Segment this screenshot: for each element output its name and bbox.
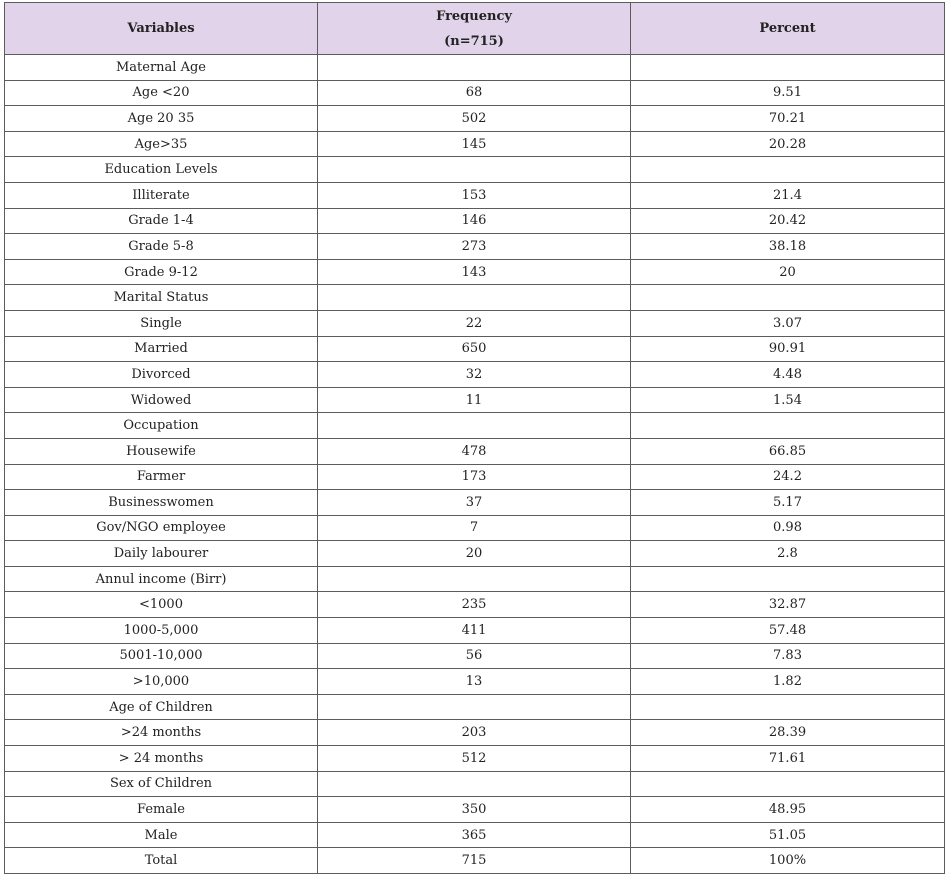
percent-cell bbox=[631, 566, 945, 592]
variable-cell: Age <20 bbox=[5, 80, 318, 106]
frequency-cell: 715 bbox=[318, 848, 631, 874]
table-row bbox=[5, 490, 945, 516]
frequency-cell: 56 bbox=[318, 643, 631, 669]
percent-cell: 24.2 bbox=[631, 464, 945, 490]
variable-cell: Single bbox=[5, 310, 318, 336]
frequency-cell: 37 bbox=[318, 490, 631, 516]
table-row bbox=[5, 362, 945, 388]
header-frequency-label: Frequency bbox=[436, 8, 512, 24]
percent-cell bbox=[631, 157, 945, 183]
frequency-cell: 20 bbox=[318, 541, 631, 567]
percent-cell: 20 bbox=[631, 259, 945, 285]
table-body bbox=[5, 55, 945, 874]
table-row bbox=[5, 55, 945, 81]
variable-cell: Grade 5-8 bbox=[5, 234, 318, 260]
table-row bbox=[5, 157, 945, 183]
frequency-cell: 650 bbox=[318, 336, 631, 362]
percent-cell: 20.42 bbox=[631, 208, 945, 234]
table-row bbox=[5, 515, 945, 541]
table-row bbox=[5, 541, 945, 567]
table-row bbox=[5, 182, 945, 208]
table-row bbox=[5, 438, 945, 464]
table-row bbox=[5, 822, 945, 848]
percent-cell: 0.98 bbox=[631, 515, 945, 541]
table-row bbox=[5, 387, 945, 413]
frequency-cell: 350 bbox=[318, 797, 631, 823]
frequency-cell: 273 bbox=[318, 234, 631, 260]
percent-cell: 32.87 bbox=[631, 592, 945, 618]
frequency-cell bbox=[318, 55, 631, 81]
variable-cell: Annul income (Birr) bbox=[5, 566, 318, 592]
table-row bbox=[5, 106, 945, 132]
table-row bbox=[5, 234, 945, 260]
frequency-cell: 365 bbox=[318, 822, 631, 848]
frequency-cell: 13 bbox=[318, 669, 631, 695]
variable-cell: Marital Status bbox=[5, 285, 318, 311]
table-row bbox=[5, 797, 945, 823]
percent-cell: 90.91 bbox=[631, 336, 945, 362]
frequency-cell: 7 bbox=[318, 515, 631, 541]
table-row bbox=[5, 566, 945, 592]
variable-cell: Total bbox=[5, 848, 318, 874]
variable-cell: <1000 bbox=[5, 592, 318, 618]
table-row bbox=[5, 413, 945, 439]
variable-cell: Divorced bbox=[5, 362, 318, 388]
table-row bbox=[5, 720, 945, 746]
frequency-cell: 478 bbox=[318, 438, 631, 464]
frequency-cell bbox=[318, 157, 631, 183]
table-header-row bbox=[5, 3, 945, 55]
percent-cell: 1.82 bbox=[631, 669, 945, 695]
variable-cell: Occupation bbox=[5, 413, 318, 439]
percent-cell: 4.48 bbox=[631, 362, 945, 388]
frequency-cell: 146 bbox=[318, 208, 631, 234]
variable-cell: >10,000 bbox=[5, 669, 318, 695]
variable-cell: Age>35 bbox=[5, 131, 318, 157]
percent-cell: 71.61 bbox=[631, 746, 945, 772]
percent-cell: 20.28 bbox=[631, 131, 945, 157]
percent-cell bbox=[631, 285, 945, 311]
percent-cell: 28.39 bbox=[631, 720, 945, 746]
percent-cell bbox=[631, 771, 945, 797]
table-row bbox=[5, 771, 945, 797]
percent-cell: 1.54 bbox=[631, 387, 945, 413]
variable-cell: Married bbox=[5, 336, 318, 362]
variable-cell: Widowed bbox=[5, 387, 318, 413]
variable-cell: Businesswomen bbox=[5, 490, 318, 516]
variable-cell: Grade 1-4 bbox=[5, 208, 318, 234]
percent-cell: 3.07 bbox=[631, 310, 945, 336]
variable-cell: Age of Children bbox=[5, 694, 318, 720]
percent-cell: 48.95 bbox=[631, 797, 945, 823]
percent-cell: 2.8 bbox=[631, 541, 945, 567]
variable-cell: Male bbox=[5, 822, 318, 848]
table-row bbox=[5, 694, 945, 720]
percent-cell: 70.21 bbox=[631, 106, 945, 132]
table-row bbox=[5, 336, 945, 362]
frequency-cell: 512 bbox=[318, 746, 631, 772]
variable-cell: Housewife bbox=[5, 438, 318, 464]
percent-cell: 57.48 bbox=[631, 618, 945, 644]
frequency-cell: 203 bbox=[318, 720, 631, 746]
frequency-cell bbox=[318, 285, 631, 311]
variable-cell: Sex of Children bbox=[5, 771, 318, 797]
table-row bbox=[5, 285, 945, 311]
variable-cell: 1000-5,000 bbox=[5, 618, 318, 644]
header-frequency bbox=[318, 3, 631, 55]
percent-cell bbox=[631, 413, 945, 439]
frequency-cell: 153 bbox=[318, 182, 631, 208]
percent-cell: 21.4 bbox=[631, 182, 945, 208]
variable-cell: Age 20 35 bbox=[5, 106, 318, 132]
frequency-cell bbox=[318, 566, 631, 592]
frequency-cell: 32 bbox=[318, 362, 631, 388]
percent-cell bbox=[631, 55, 945, 81]
table-row bbox=[5, 618, 945, 644]
frequency-cell: 11 bbox=[318, 387, 631, 413]
variable-cell: > 24 months bbox=[5, 746, 318, 772]
variable-cell: 5001-10,000 bbox=[5, 643, 318, 669]
header-frequency-n: (n=715) bbox=[444, 33, 504, 49]
frequency-cell bbox=[318, 413, 631, 439]
percent-cell: 38.18 bbox=[631, 234, 945, 260]
table-row bbox=[5, 643, 945, 669]
variable-cell: Grade 9-12 bbox=[5, 259, 318, 285]
frequency-cell: 143 bbox=[318, 259, 631, 285]
percent-cell: 66.85 bbox=[631, 438, 945, 464]
table-row bbox=[5, 746, 945, 772]
table-row bbox=[5, 848, 945, 874]
frequency-cell: 145 bbox=[318, 131, 631, 157]
percent-cell: 51.05 bbox=[631, 822, 945, 848]
table-row bbox=[5, 131, 945, 157]
frequency-cell: 68 bbox=[318, 80, 631, 106]
table-row bbox=[5, 310, 945, 336]
table-row bbox=[5, 669, 945, 695]
percent-cell: 5.17 bbox=[631, 490, 945, 516]
frequency-cell: 22 bbox=[318, 310, 631, 336]
frequency-cell: 173 bbox=[318, 464, 631, 490]
frequency-cell bbox=[318, 771, 631, 797]
frequency-cell bbox=[318, 694, 631, 720]
percent-cell: 9.51 bbox=[631, 80, 945, 106]
percent-cell bbox=[631, 694, 945, 720]
table-row bbox=[5, 464, 945, 490]
frequency-cell: 411 bbox=[318, 618, 631, 644]
header-variables: Variables bbox=[5, 3, 318, 55]
frequency-cell: 502 bbox=[318, 106, 631, 132]
percent-cell: 7.83 bbox=[631, 643, 945, 669]
table-row bbox=[5, 259, 945, 285]
variable-cell: Daily labourer bbox=[5, 541, 318, 567]
variable-cell: >24 months bbox=[5, 720, 318, 746]
percent-cell: 100% bbox=[631, 848, 945, 874]
table-row bbox=[5, 592, 945, 618]
variable-cell: Illiterate bbox=[5, 182, 318, 208]
variable-cell: Farmer bbox=[5, 464, 318, 490]
table-row bbox=[5, 208, 945, 234]
frequency-cell: 235 bbox=[318, 592, 631, 618]
data-table bbox=[4, 2, 945, 874]
variable-cell: Maternal Age bbox=[5, 55, 318, 81]
variable-cell: Education Levels bbox=[5, 157, 318, 183]
header-percent: Percent bbox=[631, 3, 945, 55]
variable-cell: Female bbox=[5, 797, 318, 823]
variable-cell: Gov/NGO employee bbox=[5, 515, 318, 541]
table-row bbox=[5, 80, 945, 106]
